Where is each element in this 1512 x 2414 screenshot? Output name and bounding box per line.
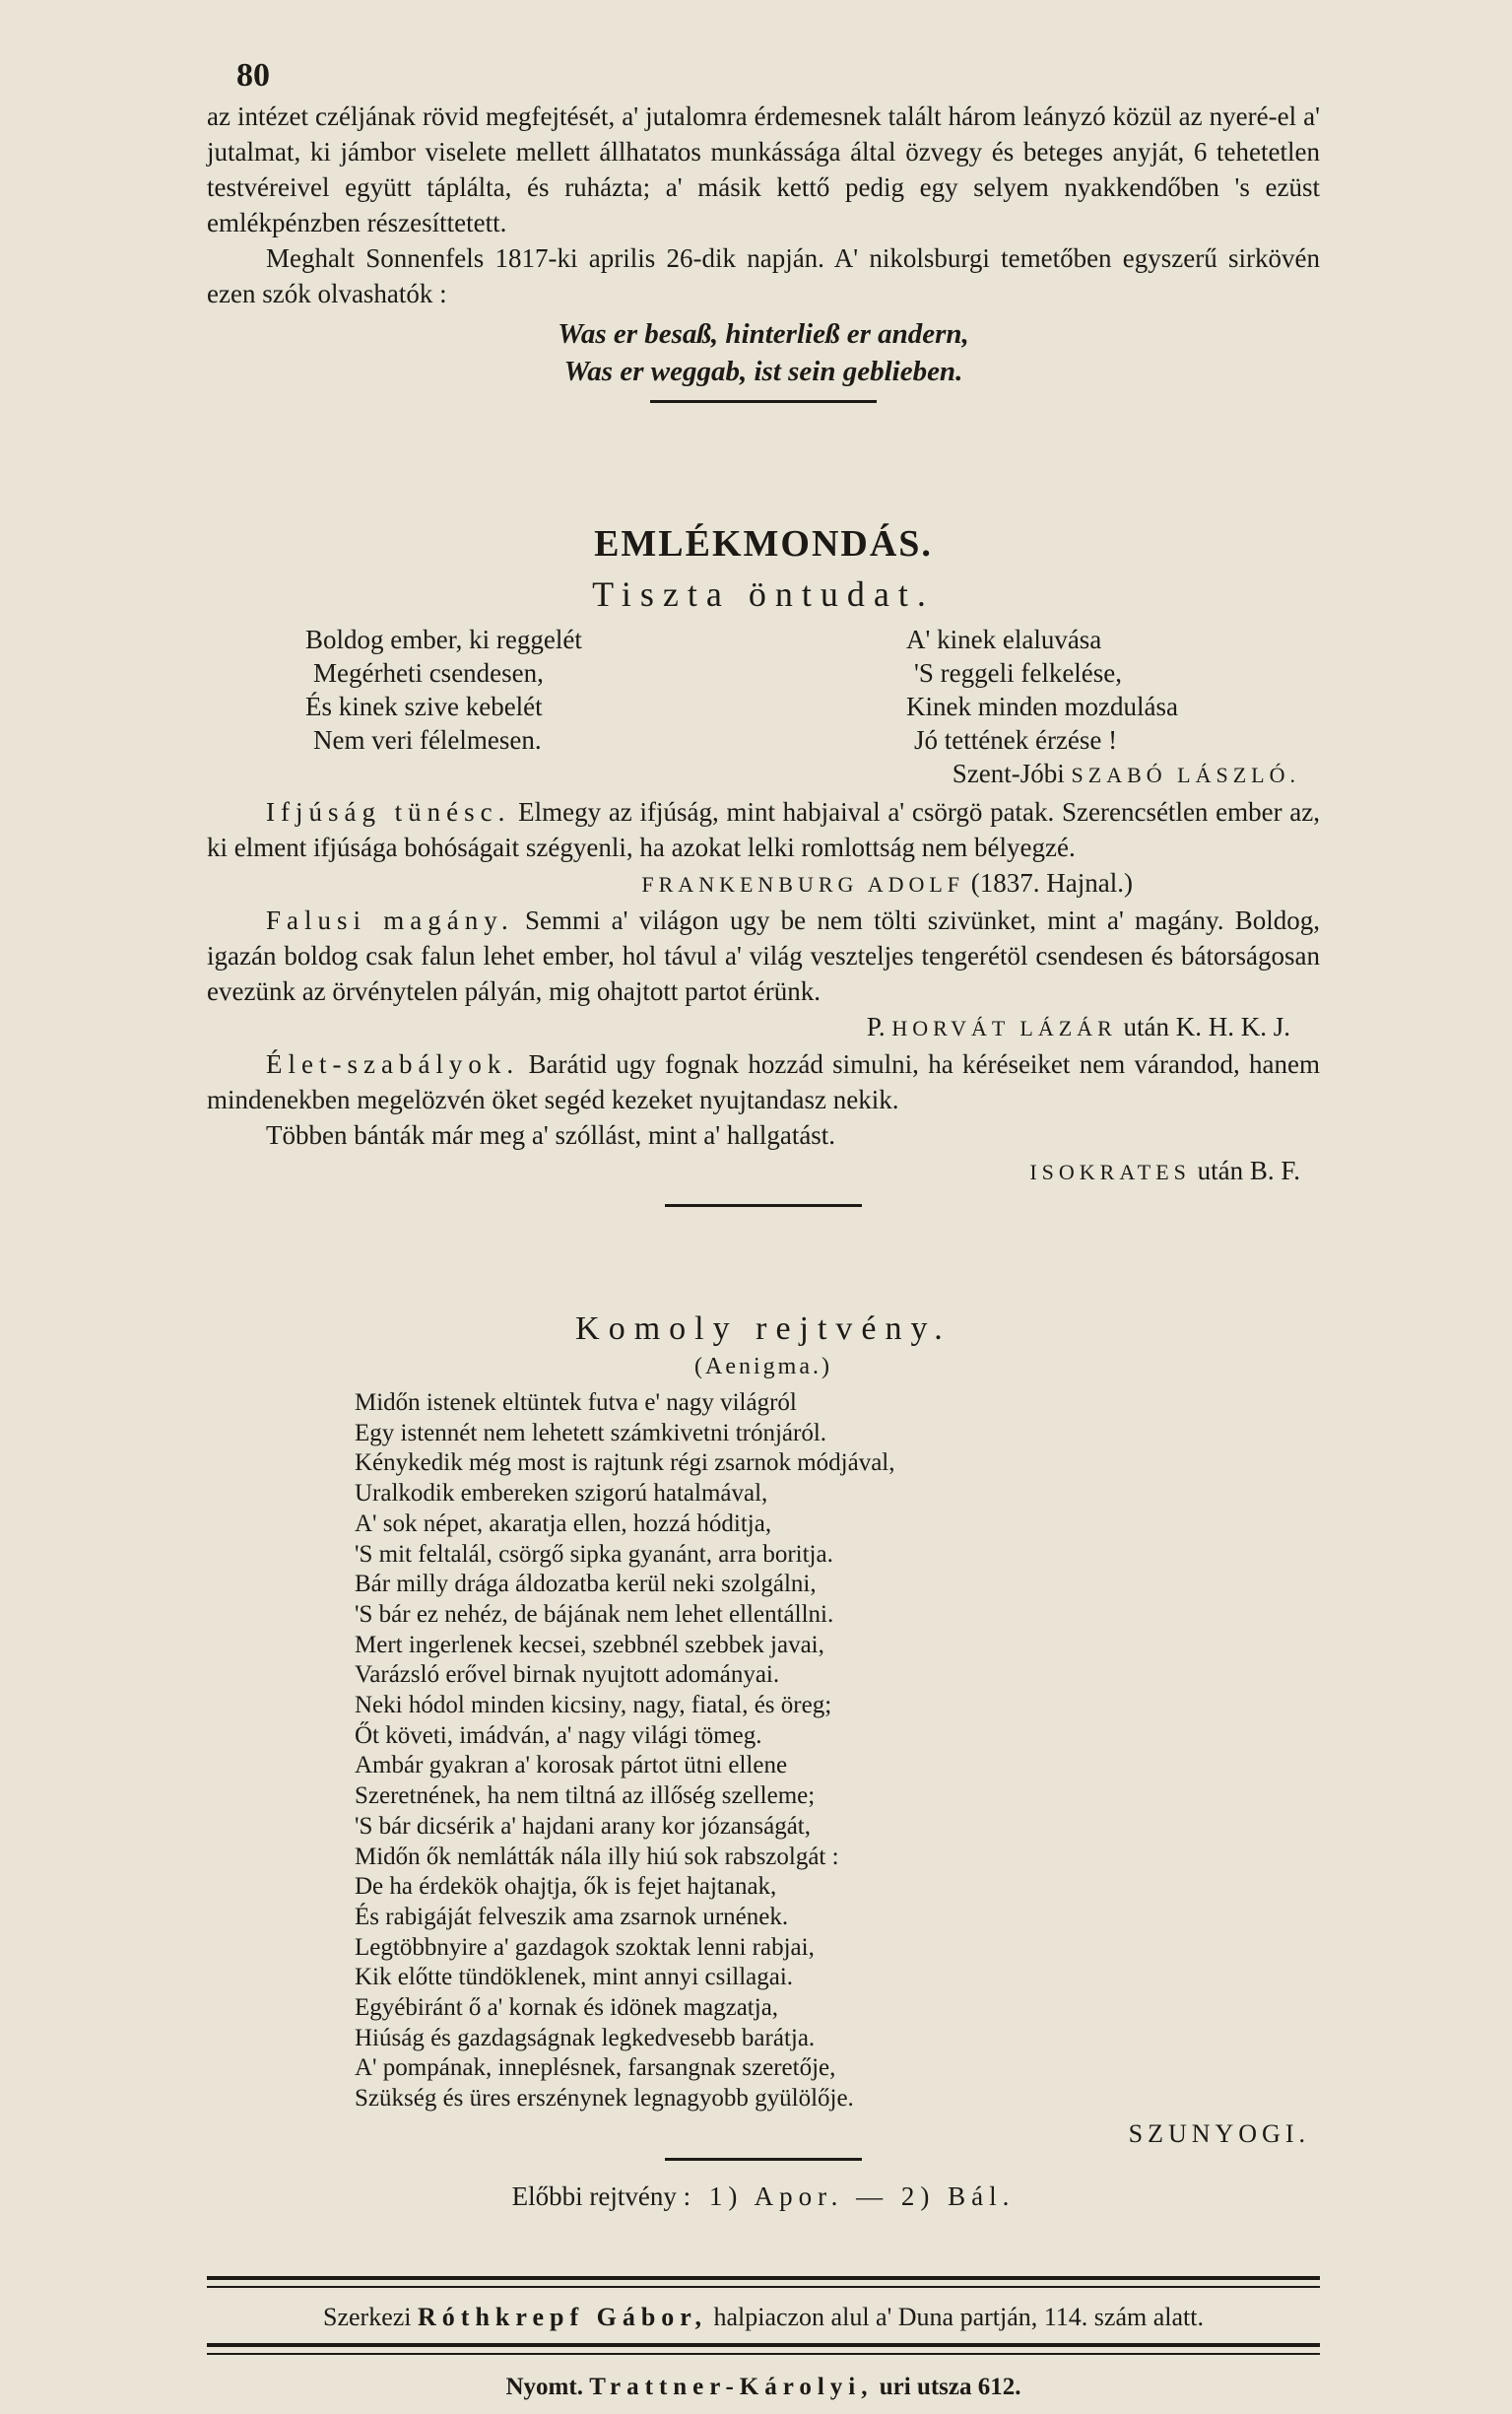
riddle-section	[207, 1310, 1320, 2216]
poem1-right-line: Jó tettének érzése !	[914, 725, 1118, 755]
german-line-2: Was er weggab, ist sein geblieben.	[563, 356, 963, 387]
poem1-right-line: A' kinek elaluvása	[906, 625, 1102, 654]
riddle-line: Midőn istenek eltüntek futva e' nagy világról	[355, 1389, 797, 1416]
footer-rule-bottom	[207, 2343, 1320, 2355]
riddle-line: Egyébiránt ő a' kornak és idönek magzatja,	[355, 1994, 779, 2022]
ifjusag-paragraph	[207, 794, 1320, 865]
elet-paragraph-2: Többen bánták már meg a' szóllást, mint a' hallgatást.	[266, 1120, 836, 1150]
falusi-author-name: HORVÁT LÁZÁR	[891, 1016, 1117, 1040]
falusi-paragraph	[207, 903, 1320, 1009]
riddle-poem	[207, 1388, 1320, 2114]
section-title: EMLÉKMONDÁS.	[594, 523, 933, 565]
poem1-author-prefix: Szent-Jóbi	[952, 759, 1065, 788]
riddle-line: 'S bár dicsérik a' hajdani arany kor józanságát,	[355, 1812, 812, 1840]
poem1-author	[207, 757, 1320, 792]
ifjusag-title: Ifjúság tünésc.	[266, 797, 511, 827]
editor-prefix: Szerkezi	[323, 2303, 412, 2331]
riddle-line: Mert ingerlenek kecsei, szebbnél szebbek javai,	[355, 1631, 824, 1658]
elet-paragraph	[207, 1046, 1320, 1117]
falusi-text: Semmi a' világon ugy be nem tölti szivünket, mint a' magány. Boldog, igazán boldog csak falun lehet ember, hol távul a' világ veszteljes tengerétöl csendesen és bátorságosan evezünk az örvénytelen pályán, mig ohajtott partot érünk.	[207, 905, 1321, 1006]
footer	[207, 2276, 1320, 2406]
riddle-line: Uralkodik embereken szigorú hatalmával,	[355, 1480, 768, 1508]
poem1-title: Tiszta öntudat.	[592, 574, 935, 614]
poem1-left-line: Boldog ember, ki reggelét	[305, 625, 582, 654]
riddle-line: És rabigáját felveszik ama zsarnok urnének.	[355, 1903, 789, 1930]
elet-author	[207, 1153, 1320, 1190]
falusi-title: Falusi magány.	[266, 905, 514, 935]
riddle-line: 'S mit feltalál, csörgő sipka gyanánt, arra boritja.	[355, 1540, 833, 1568]
riddle-line: Varázsló erővel birnak nyujtott adományai.	[355, 1661, 780, 1689]
german-line-1: Was er besaß, hinterließ er andern,	[558, 318, 969, 350]
falusi-author-suffix: után K. H. K. J.	[1123, 1012, 1290, 1041]
page-number: 80	[236, 57, 270, 94]
editor-suffix: halpiaczon alul a' Duna partján, 114. szám alatt.	[713, 2303, 1204, 2331]
riddle-line: Őt követi, imádván, a' nagy világi tömeg.	[355, 1721, 762, 1749]
intro-paragraph-2: Meghalt Sonnenfels 1817-ki aprilis 26-dik napján. A' nikolsburgi temetőben egyszerű sirkövén ezen szók olvashatók :	[207, 243, 1320, 308]
poem1-body	[207, 623, 1320, 757]
falusi-author-prefix: P.	[866, 1012, 886, 1041]
intro-paragraph-1: az intézet czéljának rövid megfejtését, a' jutalomra érdemesnek talált három leányzó közül az nyeré-el a' jutalmat, ki jámbor viselete mellett állhatatos munkássága által özvegy és beteges anyját, 6 tehetetlen testvéreivel együtt táplálta, és ruházta; a' másik kettő pedig egy selyem nyakkendőben 's ezüst emlékpénzben részesíttetett.	[207, 101, 1320, 237]
previous-riddle-answer	[207, 2177, 1320, 2216]
elet-text-1: Barátid ugy fognak hozzád simulni, ha kéréseiket nem várandod, hanem mindenekben megelözvén öket segéd kezeket nyujtandasz nekik.	[207, 1049, 1321, 1114]
riddle-line: Kénykedik még most is rajtunk régi zsarnok módjával,	[355, 1449, 895, 1477]
emlekmondas-section	[207, 522, 1320, 1217]
riddle-line: Szeretnének, ha nem tiltná az illőség szelleme;	[355, 1782, 816, 1810]
riddle-line: Kik előtte tündöklenek, mint annyi csillagai.	[355, 1964, 794, 1991]
riddle-line: Midőn ők nemlátták nála illy hiú sok rabszolgát :	[355, 1843, 839, 1870]
divider	[650, 400, 877, 403]
poem1-right-line: Kinek minden mozdulása	[906, 692, 1178, 721]
ifjusag-text: Elmegy az ifjúság, mint habjaival a' csörgö patak. Szerencsétlen ember az, ki elment ifjúsága bohóságait szégyenli, ha azokat lelki romlottság nem bélyegzé.	[207, 797, 1321, 862]
poem1-left-line: Megérheti csendesen,	[313, 658, 544, 688]
riddle-line: De ha érdekök ohajtja, ők is fejet hajtanak,	[355, 1873, 777, 1901]
riddle-line: Szükség és üres erszénynek legnagyobb gyülölője.	[355, 2085, 854, 2112]
riddle-line: Hiúság és gazdagságnak legkedvesebb barátja.	[355, 2024, 816, 2051]
elet-author-suffix: után B. F.	[1197, 1156, 1300, 1185]
riddle-line: 'S bár ez nehéz, de bájának nem lehet ellentállni.	[355, 1600, 834, 1628]
printer-suffix: uri utsza 612.	[879, 2374, 1021, 2400]
editor-name: Róthkrepf Gábor,	[418, 2303, 707, 2331]
elet-title: Élet-szabályok.	[266, 1049, 520, 1079]
riddle-author: SZUNYOGI.	[1128, 2118, 1310, 2148]
poem1-left-line: És kinek szive kebelét	[305, 692, 543, 721]
riddle-line: A' sok népet, akaratja ellen, hozzá hóditja,	[355, 1509, 772, 1537]
poem1-right-line: 'S reggeli felkelése,	[914, 658, 1123, 688]
printer-prefix: Nyomt.	[505, 2374, 583, 2400]
riddle-line: Legtöbbnyire a' gazdagok szoktak lenni rabjai,	[355, 1933, 815, 1961]
riddle-line: Neki hódol minden kicsiny, nagy, fiatal, és öreg;	[355, 1692, 832, 1719]
editor-line	[207, 2298, 1320, 2337]
previous-riddle-label: Előbbi rejtvény	[511, 2180, 677, 2211]
riddle-subtitle: (Aenigma.)	[694, 1354, 832, 1379]
falusi-author	[207, 1009, 1320, 1046]
elet-author-name: ISOKRATES	[1029, 1160, 1191, 1184]
intro-block	[207, 99, 1320, 413]
printer-name: Trattner-Károlyi,	[589, 2374, 874, 2400]
previous-riddle-solution: : 1) Apor. — 2) Bál.	[683, 2180, 1016, 2211]
printer-line	[207, 2369, 1320, 2406]
riddle-line: Egy istennét nem lehetett számkivetni trónjáról.	[355, 1419, 827, 1446]
ifjusag-date: (1837. Hajnal.)	[970, 868, 1133, 898]
riddle-line: Ambár gyakran a' korosak pártot ütni ellene	[355, 1752, 788, 1779]
ifjusag-author	[207, 865, 1320, 903]
poem1-left-line: Nem veri félelmesen.	[313, 725, 542, 755]
divider	[665, 1204, 862, 1207]
poem1-author-name: SZABÓ LÁSZLÓ.	[1071, 763, 1300, 787]
riddle-title: Komoly rejtvény.	[575, 1310, 952, 1347]
riddle-line: Bár milly drága áldozatba kerül neki szolgálni,	[355, 1571, 817, 1598]
footer-rule-top	[207, 2276, 1320, 2288]
riddle-line: A' pompának, inneplésnek, farsangnak szeretője,	[355, 2054, 836, 2082]
ifjusag-author-name: FRANKENBURG ADOLF	[641, 872, 965, 897]
divider	[665, 2158, 862, 2161]
